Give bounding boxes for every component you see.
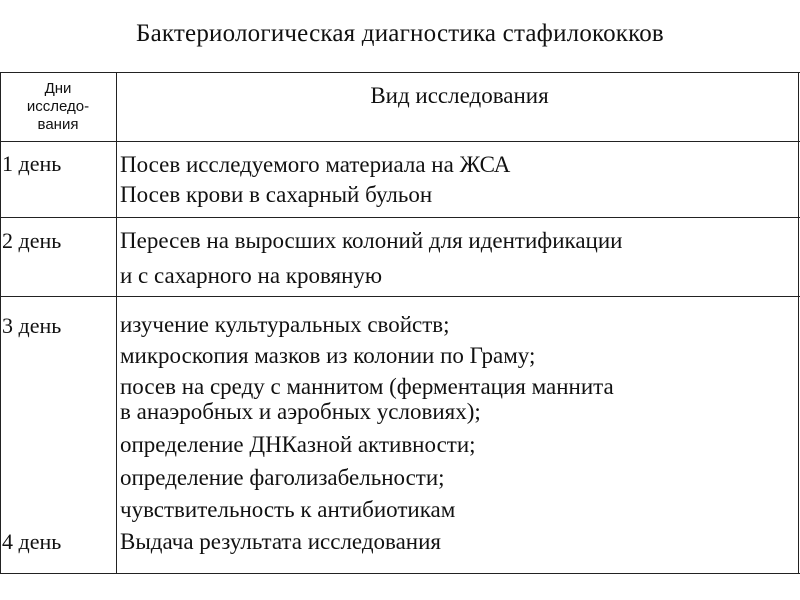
- table-left-border: [0, 72, 1, 574]
- header-research-type: Вид исследования: [370, 83, 549, 108]
- row-divider: [0, 296, 800, 297]
- research-line: изучение культуральных свойств;: [120, 312, 450, 337]
- research-line: в анаэробных и аэробных условиях);: [120, 399, 481, 424]
- research-line: Посев исследуемого материала на ЖСА: [120, 152, 511, 177]
- day-label: 4 день: [2, 529, 62, 554]
- header-days-line: вания: [37, 116, 79, 133]
- research-line: чувствительность к антибиотикам: [120, 497, 456, 522]
- day-label: 1 день: [2, 151, 62, 176]
- header-days-line: исследо-: [26, 98, 90, 115]
- research-line: микроскопия мазков из колонии по Граму;: [120, 343, 536, 368]
- research-line: определение ДНКазной активности;: [120, 432, 476, 457]
- row-divider: [0, 217, 800, 218]
- header-days: [2, 80, 114, 134]
- research-line: определение фаголизабельности;: [120, 465, 445, 490]
- research-line: Пересев на выросших колоний для идентификации: [120, 228, 623, 253]
- research-line: Выдача результата исследования: [120, 529, 441, 554]
- header-divider: [0, 141, 800, 142]
- column-divider: [116, 72, 117, 574]
- research-line: и с сахарного на кровяную: [120, 263, 383, 288]
- research-line: посев на среду с маннитом (ферментация маннита: [120, 374, 614, 399]
- header-days-line: Дни: [44, 80, 72, 97]
- research-line: Посев крови в сахарный бульон: [120, 182, 433, 207]
- day-label: 2 день: [2, 228, 62, 253]
- day-label: 3 день: [2, 313, 62, 338]
- table-right-border: [798, 72, 799, 574]
- page-title: Бактериологическая диагностика стафилококков: [136, 20, 664, 47]
